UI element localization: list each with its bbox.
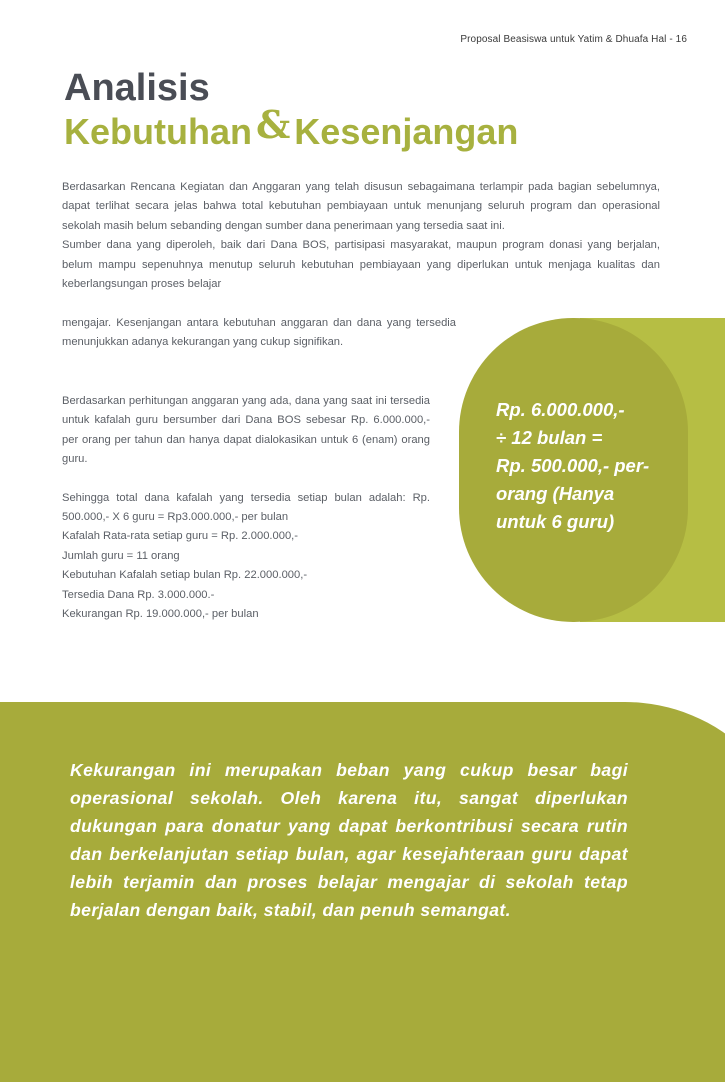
highlight-line: untuk 6 guru) [496, 511, 615, 532]
calculation-line: Kebutuhan Kafalah setiap bulan Rp. 22.000.000,- [62, 569, 308, 582]
highlight-line: ÷ 12 bulan = [496, 427, 603, 448]
intro-paragraph-2-part-2: mengajar. Kesenjangan antara kebutuhan anggaran dan dana yang tersedia menunjukkan adanya kekurangan yang cukup signifikan. [62, 317, 456, 349]
page-header: Proposal Beasiswa untuk Yatim & Dhuafa Hal - 16 [460, 34, 687, 45]
calculation-line: Kafalah Rata-rata setiap guru = Rp. 2.000.000,- [62, 530, 299, 543]
page-title [64, 66, 518, 153]
title-kebutuhan: Kebutuhan [64, 111, 252, 152]
calculation-paragraph: Berdasarkan perhitungan anggaran yang ada, dana yang saat ini tersedia untuk kafalah guru bersumber dari Dana BOS sebesar Rp. 6.000.000,- per orang per tahun dan hanya dapat dialokasikan untuk 6 (enam) orang guru. [62, 395, 430, 466]
closing-text: Kekurangan ini merupakan beban yang cukup besar bagi operasional sekolah. Oleh karena itu, sangat diperlukan dukungan para donatur yang dapat berkontribusi secara rutin dan berkelanjutan setiap bulan, agar kesejahteraan guru dapat lebih terjamin dan proses belajar mengajar di sekolah tetap berjalan dengan baik, stabil, dan penuh semangat. [70, 760, 628, 920]
ampersand-glyph: & [255, 102, 291, 147]
highlight-line: Rp. 6.000.000,- [496, 399, 625, 420]
intro-paragraph-1: Berdasarkan Rencana Kegiatan dan Anggaran yang telah disusun sebagaimana terlampir pada bagian sebelumnya, dapat terlihat secara jelas bahwa total kebutuhan pembiayaan untuk menunjang seluruh program dan operasional sekolah masih belum sebanding dengan sumber dana penerimaan yang tersedia saat ini. [62, 181, 660, 232]
calculation-section [62, 392, 430, 624]
title-analisis: Analisis [64, 67, 210, 109]
calculation-spacer [62, 470, 430, 489]
calculation-line: Tersedia Dana Rp. 3.000.000.- [62, 588, 215, 601]
title-subtitle [64, 102, 519, 153]
highlight-line: orang (Hanya [496, 483, 615, 504]
intro-text [62, 178, 660, 294]
highlight-text [496, 396, 681, 536]
calculation-line: Jumlah guru = 11 orang [62, 549, 180, 562]
title-kesenjangan: Kesenjangan [294, 111, 519, 152]
highlight-line: Rp. 500.000,- per- [496, 455, 650, 476]
calculation-line: Kekurangan Rp. 19.000.000,- per bulan [62, 608, 259, 621]
intro-paragraph-2-part-1: Sumber dana yang diperoleh, baik dari Dana BOS, partisipasi masyarakat, maupun program donasi yang berjalan, belum mampu sepenuhnya menutup seluruh kebutuhan pembiayaan yang diperlukan untuk menjaga kualitas dan keberlangsungan proses belajar [62, 239, 660, 291]
calculation-summary: Sehingga total dana kafalah yang tersedia setiap bulan adalah: Rp. 500.000,- X 6 guru = Rp3.000.000,- per bulan [62, 491, 430, 524]
